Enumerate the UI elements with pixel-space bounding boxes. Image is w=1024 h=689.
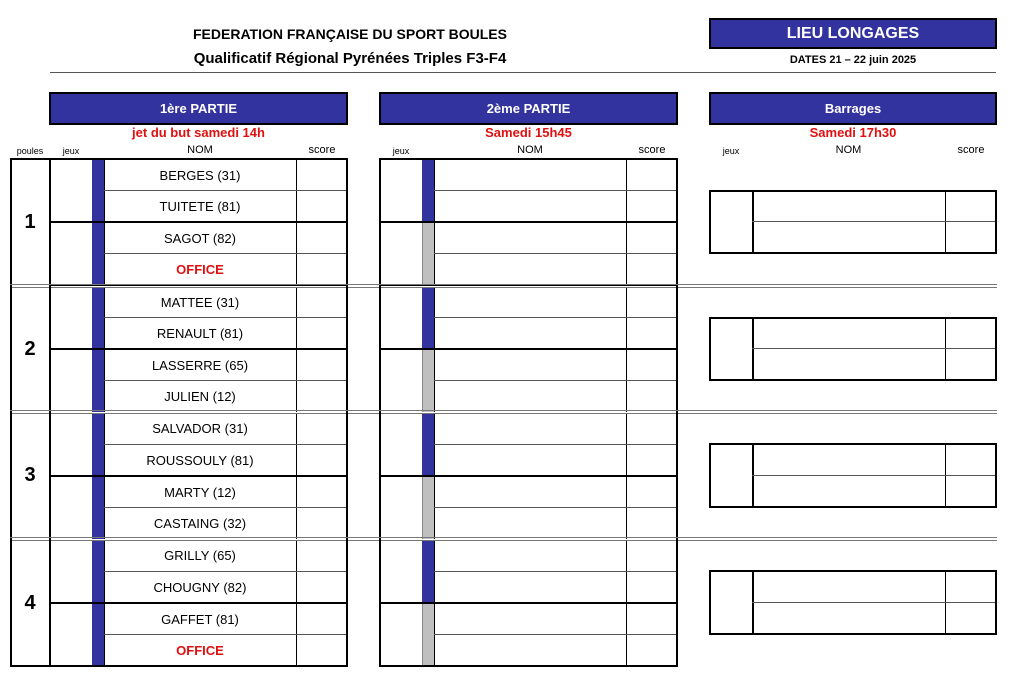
divider <box>434 571 676 572</box>
divider <box>434 253 676 254</box>
poule-number: 3 <box>24 464 36 486</box>
barrages-title: Barrages <box>824 101 882 116</box>
team-name: ROUSSOULY (81) <box>146 452 254 468</box>
divider <box>381 602 676 604</box>
divider <box>381 475 676 477</box>
divider <box>381 348 676 350</box>
team-name: SAGOT (82) <box>163 230 236 246</box>
divider <box>434 380 676 381</box>
dates-label: DATES 21 – 22 juin 2025 <box>789 54 917 66</box>
partie2-color-bar-losers <box>422 223 434 284</box>
partie2-color-bar-losers <box>422 350 434 412</box>
competition-title: Qualificatif Régional Pyrénées Triples F3-F4 <box>193 50 507 67</box>
partie2-subtitle: Samedi 15h45 <box>485 125 572 140</box>
col-poules: poules <box>16 146 44 156</box>
partie1-title: 1ère PARTIE <box>159 101 238 116</box>
team-name: CASTAING (32) <box>153 515 247 531</box>
poule-number: 4 <box>24 591 36 614</box>
divider <box>752 602 995 603</box>
partie2-color-bar-winners <box>422 288 434 348</box>
team-name: MARTY (12) <box>164 484 236 500</box>
partie2-color-bar-losers <box>422 604 434 665</box>
col-jeux-3: jeux <box>722 146 740 156</box>
partie2-color-bar-winners <box>422 541 434 602</box>
divider <box>434 190 676 191</box>
col-score-1: score <box>308 144 336 156</box>
divider <box>296 288 297 412</box>
col-nom-2: NOM <box>517 144 543 156</box>
partie1-subtitle: jet du but samedi 14h <box>132 125 265 140</box>
divider <box>434 317 676 318</box>
divider <box>752 348 995 349</box>
partie2-title: 2ème PARTIE <box>486 101 571 116</box>
divider <box>752 475 995 476</box>
divider <box>381 221 676 223</box>
team-name: SALVADOR (31) <box>152 420 248 436</box>
col-score-2: score <box>638 144 666 156</box>
divider <box>434 634 676 635</box>
poule-number: 2 <box>24 337 36 360</box>
team-name: RENAULT (81) <box>156 325 244 341</box>
divider <box>752 221 995 222</box>
partie2-banner <box>379 92 678 125</box>
divider <box>752 319 754 379</box>
header-divider <box>50 72 996 73</box>
poule-number: 1 <box>24 210 36 233</box>
team-name: MATTEE (31) <box>160 294 240 310</box>
partie1-banner <box>49 92 348 125</box>
barrages-subtitle: Samedi 17h30 <box>809 125 897 140</box>
col-jeux-2: jeux <box>392 146 410 156</box>
team-name: LASSERRE (65) <box>151 357 249 373</box>
federation-title: FEDERATION FRANÇAISE DU SPORT BOULES <box>193 26 507 42</box>
col-jeux-1: jeux <box>62 146 80 156</box>
team-name: GAFFET (81) <box>161 611 239 627</box>
col-nom-1: NOM <box>187 144 213 156</box>
team-name-office: OFFICE <box>176 261 224 277</box>
partie2-color-bar-losers <box>422 477 434 539</box>
divider <box>434 507 676 508</box>
team-name-office: OFFICE <box>176 642 224 658</box>
barrages-banner <box>709 92 997 125</box>
partie2-color-bar-winners <box>422 160 434 221</box>
partie2-color-bar-winners <box>422 414 434 475</box>
team-name: BERGES (31) <box>159 167 241 183</box>
col-nom-3: NOM <box>835 144 862 156</box>
partie1-color-bar <box>92 288 104 412</box>
divider <box>945 192 946 252</box>
team-name: CHOUGNY (82) <box>153 579 247 595</box>
col-score-3: score <box>957 144 985 156</box>
divider <box>945 319 946 379</box>
divider <box>434 444 676 445</box>
divider <box>626 288 627 412</box>
divider <box>434 288 435 412</box>
team-name: GRILLY (65) <box>164 547 236 563</box>
lieu-label: LIEU LONGAGES <box>786 24 920 42</box>
divider <box>752 192 754 252</box>
team-name: JULIEN (12) <box>164 388 236 404</box>
lieu-banner <box>709 18 997 49</box>
team-name: TUITETE (81) <box>159 198 241 214</box>
